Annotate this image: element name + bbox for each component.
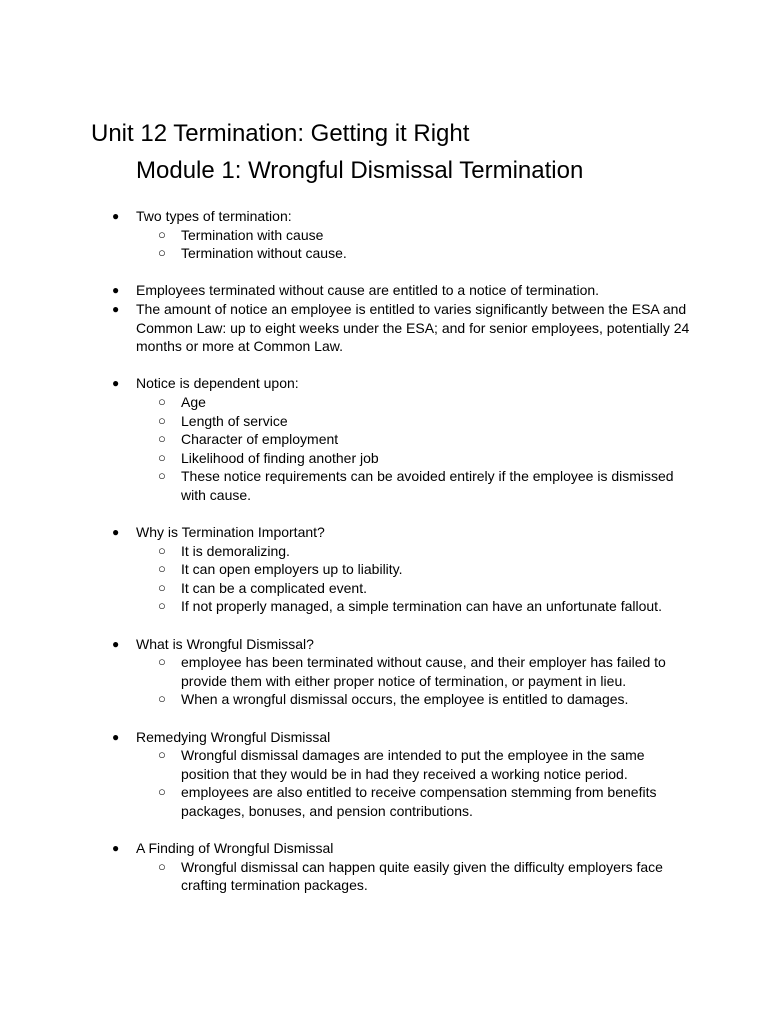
bullet-group — [110, 207, 690, 263]
sub-bullet-marker-icon: ○ — [158, 431, 166, 447]
bullet-marker-icon: ● — [112, 283, 120, 298]
sub-bullet-text: Age — [181, 393, 206, 410]
sub-bullet-marker-icon: ○ — [158, 542, 166, 558]
sub-bullet-text: Termination with cause — [181, 226, 324, 243]
bullet-marker-icon: ● — [112, 376, 120, 391]
bullet-item — [110, 374, 690, 393]
bullet-group — [110, 728, 690, 821]
bullet-item — [110, 839, 690, 858]
module-subtitle: Module 1: Wrongful Dismissal Termination — [136, 157, 584, 184]
sub-bullet-item — [110, 597, 690, 616]
sub-bullet-item — [110, 746, 690, 783]
bullet-marker-icon: ● — [112, 636, 120, 651]
bullet-text: Employees terminated without cause are entitled to a notice of termination. — [136, 282, 600, 299]
sub-bullet-marker-icon: ○ — [158, 747, 166, 763]
bullet-marker-icon: ● — [112, 729, 120, 744]
sub-bullet-text: Likelihood of finding another job — [181, 449, 379, 466]
sub-bullet-text: Termination without cause. — [181, 245, 347, 262]
bullet-item — [110, 523, 690, 542]
sub-bullet-marker-icon: ○ — [158, 226, 166, 242]
bullet-marker-icon: ● — [112, 209, 120, 223]
sub-bullet-marker-icon: ○ — [158, 691, 166, 707]
sub-bullet-marker-icon: ○ — [158, 654, 166, 670]
bullet-item — [110, 300, 690, 356]
sub-bullet-text: These notice requirements can be avoided entirely if the employee is dismissed with cause. — [181, 468, 674, 503]
bullet-group — [110, 635, 690, 709]
sub-bullet-item — [110, 653, 690, 690]
sub-bullet-item — [110, 542, 690, 561]
sub-bullet-marker-icon: ○ — [158, 393, 166, 409]
sub-bullet-item — [110, 244, 690, 263]
bullet-text: The amount of notice an employee is entitled to varies significantly between the ESA and Common Law: up to eight weeks under the ESA; and for senior employees, potentially 24 months or more at Common Law. — [136, 300, 690, 355]
bullet-group — [110, 523, 690, 616]
bullet-group — [110, 839, 690, 895]
sub-bullet-marker-icon: ○ — [158, 784, 166, 800]
sub-bullet-marker-icon: ○ — [158, 579, 166, 595]
bullet-item — [110, 635, 690, 654]
sub-bullet-marker-icon: ○ — [158, 245, 166, 261]
sub-bullet-marker-icon: ○ — [158, 561, 166, 577]
sub-bullet-item — [110, 393, 690, 412]
bullet-content — [110, 207, 690, 914]
bullet-marker-icon: ● — [112, 301, 120, 316]
sub-bullet-item — [110, 783, 690, 820]
bullet-text: What is Wrongful Dismissal? — [136, 635, 314, 652]
bullet-item — [110, 207, 690, 226]
sub-bullet-marker-icon: ○ — [158, 412, 166, 428]
page-title: Unit 12 Termination: Getting it Right — [91, 120, 470, 147]
bullet-text: Why is Termination Important? — [136, 524, 325, 541]
sub-bullet-item — [110, 412, 690, 431]
sub-bullet-text: When a wrongful dismissal occurs, the employee is entitled to damages. — [181, 691, 629, 708]
bullet-group — [110, 374, 690, 504]
bullet-marker-icon: ● — [112, 525, 120, 540]
bullet-item — [110, 281, 690, 300]
sub-bullet-item — [110, 858, 690, 895]
bullet-text: A Finding of Wrongful Dismissal — [136, 840, 334, 857]
sub-bullet-text: employees are also entitled to receive compensation stemming from benefits packages, bonuses, and pension contributions. — [181, 784, 657, 819]
sub-bullet-item — [110, 690, 690, 709]
sub-bullet-text: Wrongful dismissal damages are intended to put the employee in the same position that they would be in had they received a working notice period. — [181, 747, 645, 782]
sub-bullet-marker-icon: ○ — [158, 858, 166, 874]
bullet-text: Notice is dependent upon: — [136, 375, 299, 392]
sub-bullet-text: It is demoralizing. — [181, 542, 290, 559]
sub-bullet-marker-icon: ○ — [158, 598, 166, 614]
sub-bullet-text: It can be a complicated event. — [181, 579, 367, 596]
sub-bullet-text: It can open employers up to liability. — [181, 561, 403, 578]
sub-bullet-text: If not properly managed, a simple termination can have an unfortunate fallout. — [181, 598, 662, 615]
sub-bullet-marker-icon: ○ — [158, 449, 166, 465]
bullet-group — [110, 281, 690, 355]
sub-bullet-text: employee has been terminated without cause, and their employer has failed to provide them with either proper notice of termination, or payment in lieu. — [181, 654, 666, 689]
bullet-text: Two types of termination: — [136, 208, 292, 224]
bullet-marker-icon: ● — [112, 841, 120, 856]
sub-bullet-marker-icon: ○ — [158, 468, 166, 484]
sub-bullet-item — [110, 430, 690, 449]
sub-bullet-item — [110, 467, 690, 504]
sub-bullet-item — [110, 226, 690, 245]
sub-bullet-text: Length of service — [181, 412, 288, 429]
sub-bullet-item — [110, 579, 690, 598]
sub-bullet-item — [110, 560, 690, 579]
bullet-text: Remedying Wrongful Dismissal — [136, 728, 331, 745]
sub-bullet-item — [110, 449, 690, 468]
sub-bullet-text: Wrongful dismissal can happen quite easily given the difficulty employers face crafting termination packages. — [181, 858, 663, 894]
bullet-item — [110, 728, 690, 747]
sub-bullet-text: Character of employment — [181, 431, 339, 448]
